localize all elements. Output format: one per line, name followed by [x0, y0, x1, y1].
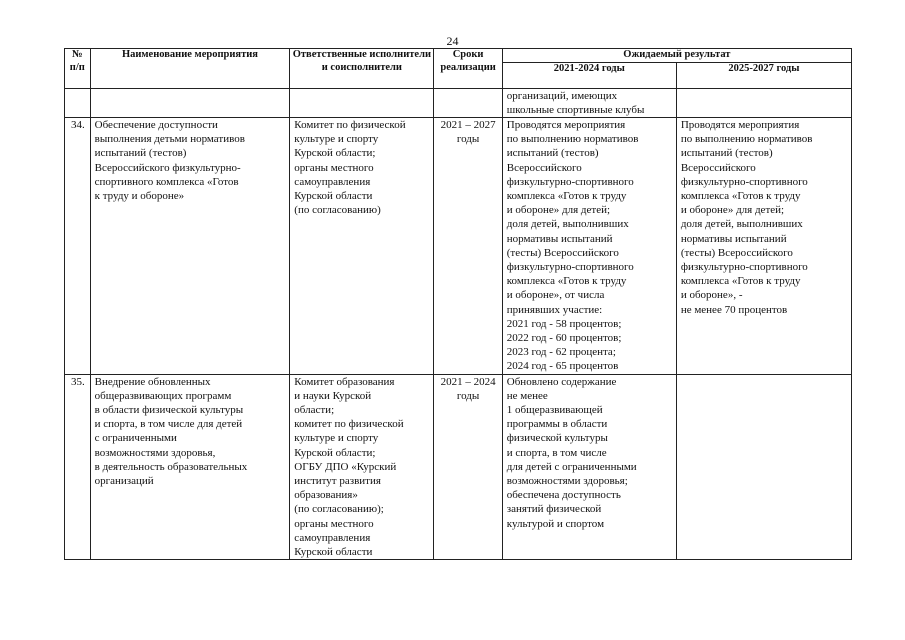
- cell-text-line: возможностями здоровья;: [506, 474, 628, 487]
- cell-text-line: 2021 год - 58 процентов;: [506, 317, 622, 330]
- cell-text-line: для детей с ограниченными: [506, 460, 637, 473]
- cell-text-line: Комитет по физической: [294, 118, 406, 131]
- cell-text-line: 2022 год - 60 процентов;: [506, 331, 622, 344]
- cell-text-line: Обеспечение доступности: [94, 118, 218, 131]
- cell-text-line: школьные спортивные клубы: [506, 103, 645, 116]
- cell-text-line: 2023 год - 62 процента;: [506, 346, 616, 359]
- cell-text-line: органы местного: [294, 161, 374, 174]
- cell-text-line: Курской области: [294, 189, 373, 202]
- cell-text-line: (тесты) Всероссийского: [506, 246, 619, 259]
- header-name: Наименование мероприятия: [90, 49, 290, 89]
- page-number: 24: [446, 34, 459, 48]
- cell-text-line: нормативы испытаний: [506, 232, 613, 245]
- cell-text-line: Курской области;: [294, 446, 376, 459]
- cell-text-line: и обороне» для детей;: [506, 204, 611, 217]
- terms-cell: [434, 117, 502, 374]
- cell-text-line: доля детей, выполнивших: [506, 218, 629, 231]
- cell-text-line: самоуправления: [294, 175, 371, 188]
- cell-text-line: 2024 год - 65 процентов: [506, 360, 619, 373]
- cell-text-line: Внедрение обновленных: [94, 375, 211, 388]
- cell-text-line: 1 общеразвивающей: [506, 403, 603, 416]
- cell-text-line: комплекса «Готов к труду: [506, 275, 627, 288]
- cell-text-line: области;: [294, 403, 335, 416]
- measures-table: [64, 48, 852, 560]
- cell-text-line: с ограниченными: [94, 432, 177, 445]
- cell-text-line: выполнения детьми нормативов: [94, 133, 245, 146]
- cell-text-line: и спорта, в том числе для детей: [94, 418, 243, 431]
- row-number: 35.: [65, 374, 91, 560]
- cell-text-line: испытаний (тестов): [506, 147, 599, 160]
- cell-text-line: Курской области: [294, 546, 373, 558]
- header-responsible: Ответственные исполнители и соисполнители: [290, 49, 434, 89]
- cell-text-line: институт развития: [294, 474, 381, 487]
- cell-text-line: физкультурно-спортивного: [506, 260, 634, 273]
- measure-name-cell: [90, 374, 290, 560]
- responsible-cell: [290, 374, 434, 560]
- measure-name-cell: [90, 117, 290, 374]
- cell-text-line: и спорта, в том числе: [506, 446, 607, 459]
- terms-cell: [434, 374, 502, 560]
- cell-text-line: и обороне» для детей;: [680, 204, 785, 217]
- responsible-cell: [290, 117, 434, 374]
- cell-text-line: занятий физической: [506, 503, 602, 516]
- cell-text-line: нормативы испытаний: [680, 232, 787, 245]
- cell-text-line: спортивного комплекса «Готов: [94, 175, 239, 188]
- cell-text-line: организаций: [94, 474, 154, 487]
- header-result: Ожидаемый результат: [502, 49, 851, 63]
- continuation-row: [65, 88, 852, 117]
- result-2025-cell: [676, 374, 851, 560]
- cell-text-line: Всероссийского: [680, 161, 756, 174]
- cell-text-line: общеразвивающих программ: [94, 389, 232, 402]
- cell-text-line: комитет по физической: [294, 418, 404, 431]
- header-num: № п/п: [65, 49, 91, 89]
- cell-text-line: не менее: [506, 389, 548, 402]
- cell-text-line: культурой и спортом: [506, 517, 605, 530]
- result-2021-cell: [502, 374, 676, 560]
- cell-text-line: обеспечена доступность: [506, 489, 621, 502]
- continuation-cell: [502, 88, 676, 117]
- cell-text-line: образования»: [294, 489, 358, 502]
- cell-text-line: комплекса «Готов к труду: [506, 189, 627, 202]
- cell-text-line: Всероссийского физкультурно-: [94, 161, 241, 174]
- cell-text-line: ОГБУ ДПО «Курский: [294, 460, 397, 473]
- header-terms: Сроки реализации: [434, 49, 502, 89]
- cell-text-line: доля детей, выполнивших: [680, 218, 803, 231]
- cell-text-line: комплекса «Готов к труду: [680, 275, 801, 288]
- cell-text-line: в области физической культуры: [94, 403, 244, 416]
- cell-text-line: (по согласованию);: [294, 503, 384, 516]
- cell-text-line: и обороне», от числа: [506, 289, 605, 302]
- cell-text-line: физкультурно-спортивного: [680, 260, 808, 273]
- cell-text-line: физкультурно-спортивного: [506, 175, 634, 188]
- cell-text-line: комплекса «Готов к труду: [680, 189, 801, 202]
- header-result-2025: 2025-2027 годы: [676, 62, 851, 88]
- row-number: 34.: [65, 117, 91, 374]
- cell-text-line: не менее 70 процентов: [680, 303, 788, 316]
- cell-text-line: 2021 – 2024: [440, 375, 496, 388]
- cell-text-line: самоуправления: [294, 531, 371, 544]
- result-2021-cell: [502, 117, 676, 374]
- cell-text-line: испытаний (тестов): [94, 147, 187, 160]
- cell-text-line: испытаний (тестов): [680, 147, 773, 160]
- cell-text-line: Обновлено содержание: [506, 375, 617, 388]
- cell-text-line: культуре и спорту: [294, 432, 379, 445]
- cell-text-line: по выполнению нормативов: [506, 133, 639, 146]
- cell-text-line: Комитет образования: [294, 375, 395, 388]
- cell-text-line: принявших участие:: [506, 303, 603, 316]
- cell-text-line: органы местного: [294, 517, 374, 530]
- result-2025-cell: [676, 117, 851, 374]
- cell-text-line: Курской области;: [294, 147, 376, 160]
- cell-text-line: (по согласованию): [294, 204, 381, 217]
- cell-text-line: культуре и спорту: [294, 133, 379, 146]
- cell-text-line: 2021 – 2027: [440, 118, 496, 131]
- header-result-2021: 2021-2024 годы: [502, 62, 676, 88]
- cell-text-line: Проводятся мероприятия: [506, 118, 626, 131]
- cell-text-line: Всероссийского: [506, 161, 582, 174]
- cell-text-line: и науки Курской: [294, 389, 372, 402]
- cell-text-line: физкультурно-спортивного: [680, 175, 808, 188]
- cell-text-line: программы в области: [506, 418, 608, 431]
- cell-text-line: организаций, имеющих: [506, 89, 618, 102]
- cell-text-line: к труду и обороне»: [94, 189, 185, 202]
- cell-text-line: Проводятся мероприятия: [680, 118, 800, 131]
- cell-text-line: годы: [456, 133, 480, 146]
- cell-text-line: по выполнению нормативов: [680, 133, 813, 146]
- cell-text-line: и обороне», -: [680, 289, 743, 302]
- cell-text-line: годы: [456, 389, 480, 402]
- cell-text-line: физической культуры: [506, 432, 608, 445]
- table-row: [65, 117, 852, 374]
- cell-text-line: в деятельность образовательных: [94, 460, 248, 473]
- table-row: [65, 374, 852, 560]
- cell-text-line: (тесты) Всероссийского: [680, 246, 793, 259]
- cell-text-line: возможностями здоровья,: [94, 446, 216, 459]
